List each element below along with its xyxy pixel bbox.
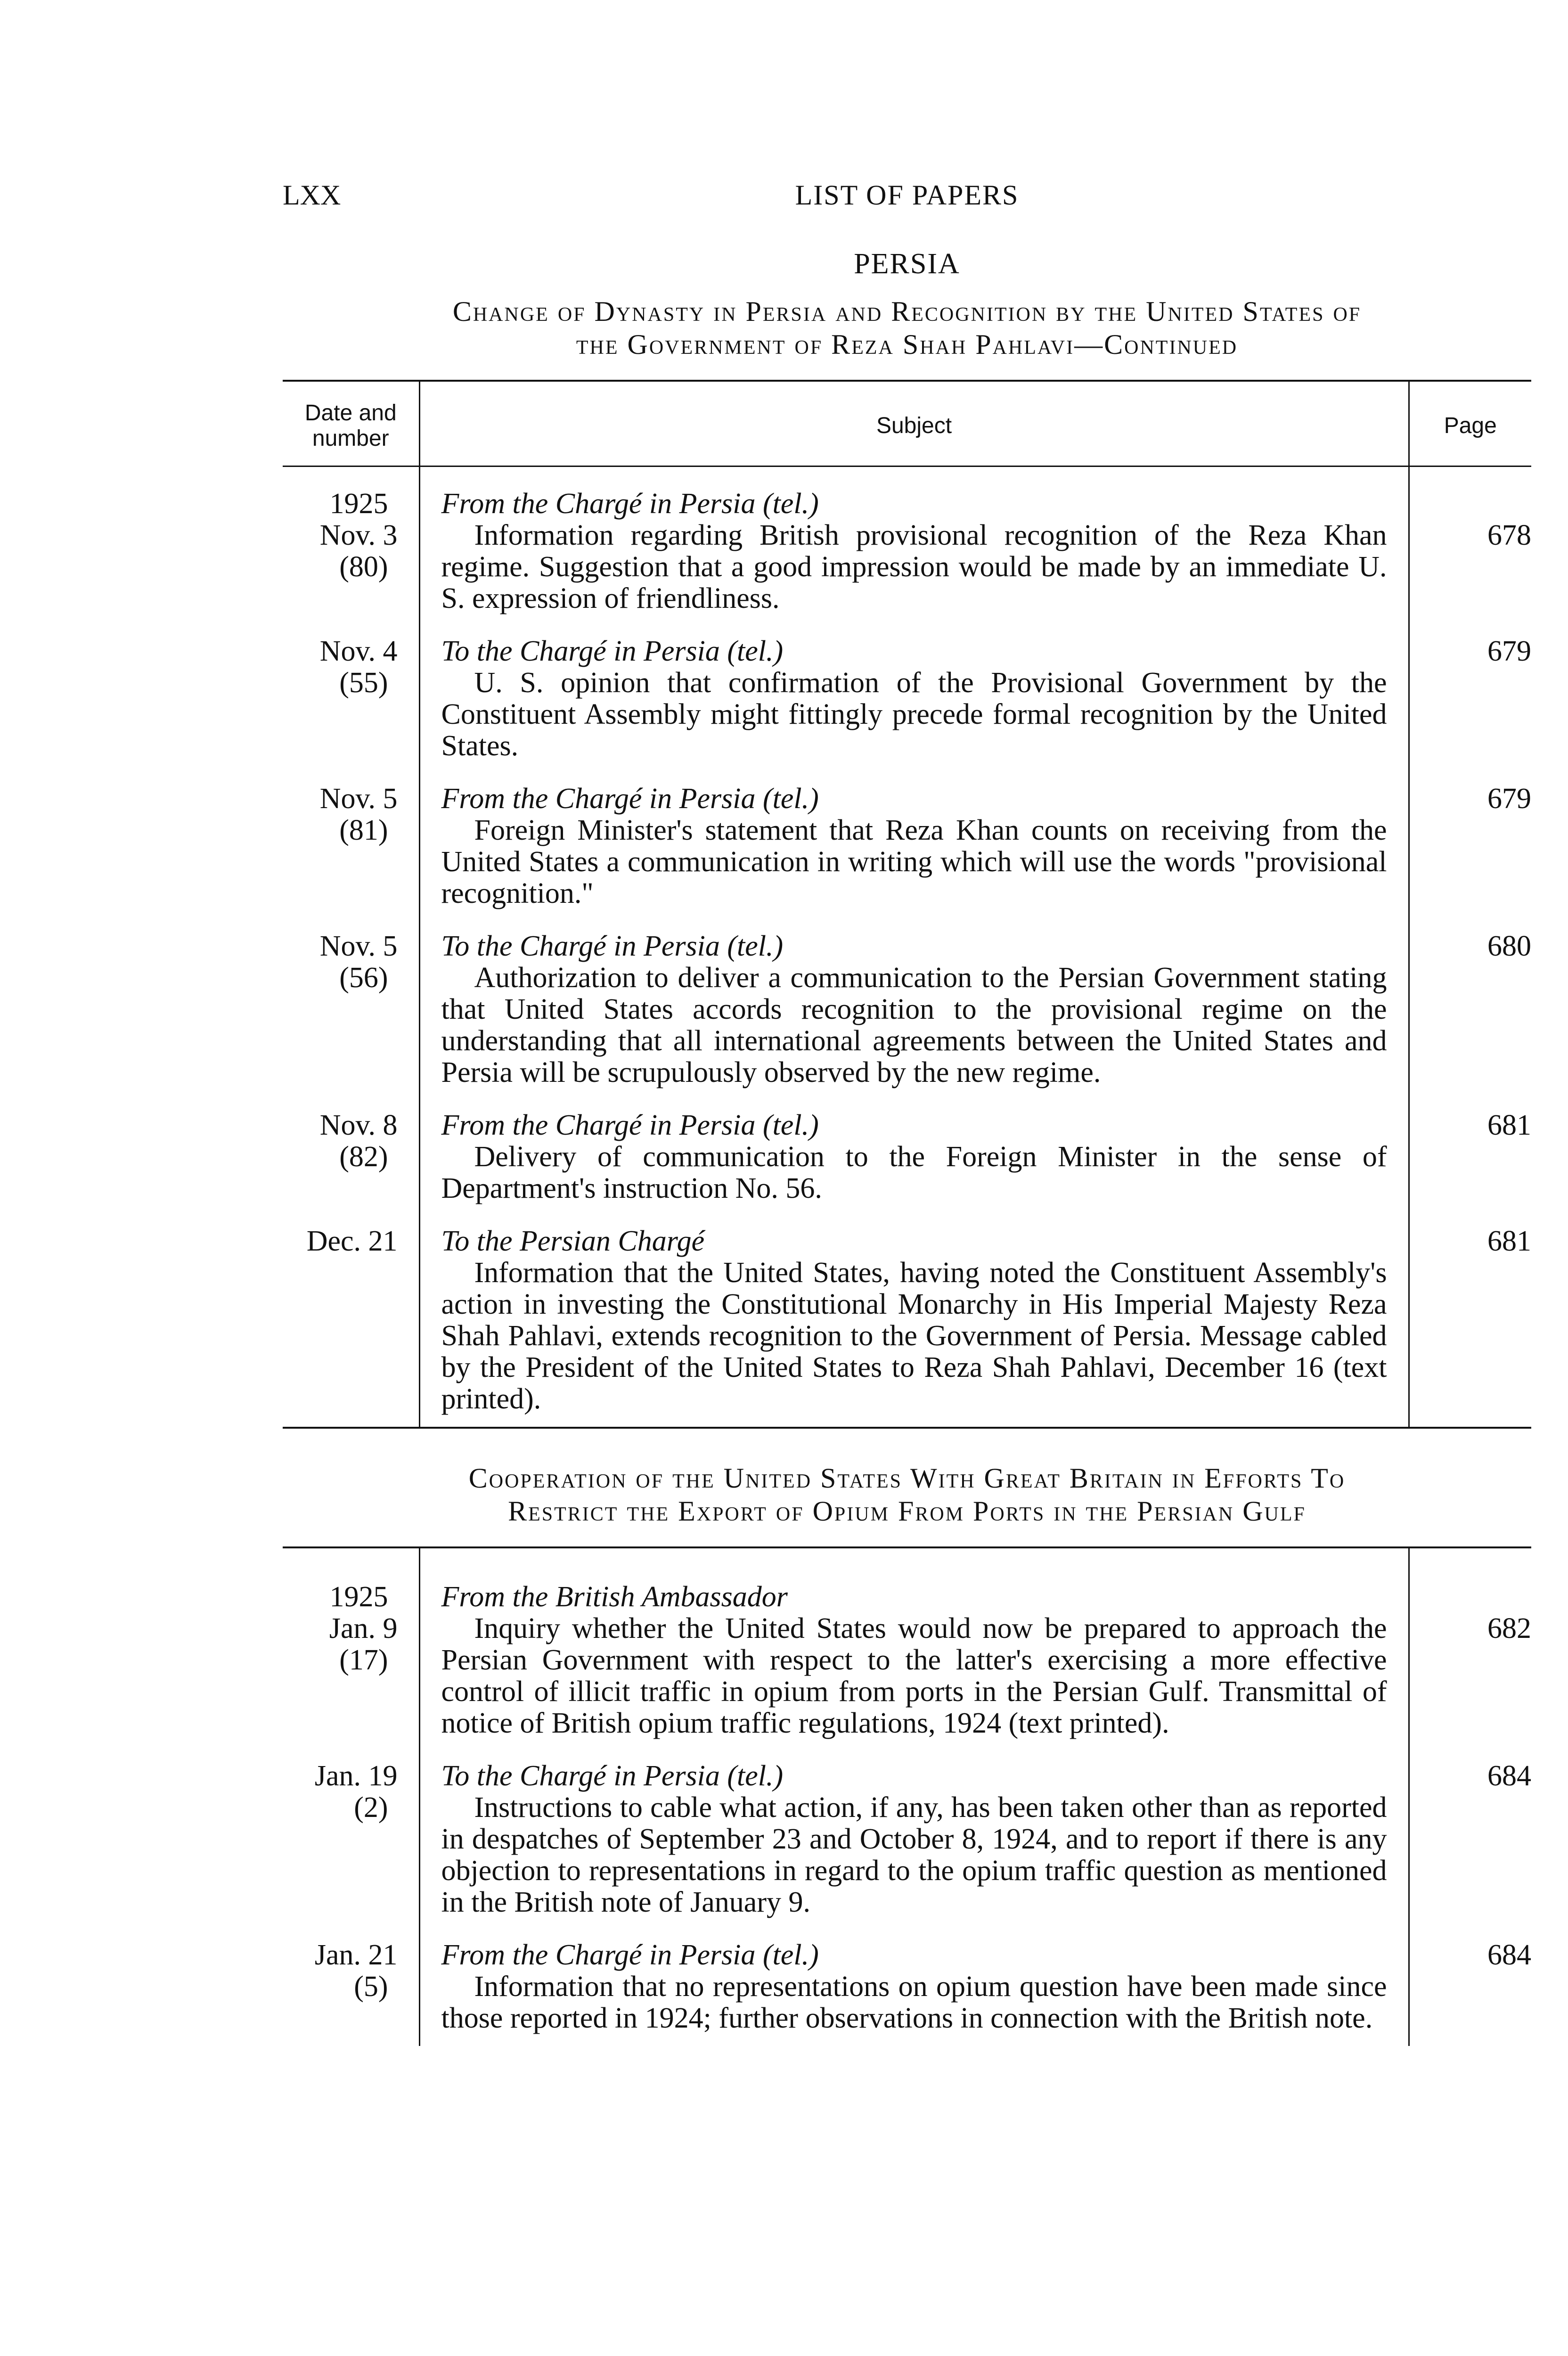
entry-from: From the Chargé in Persia (tel.) [441, 488, 819, 520]
entry-date: Nov. 4 [319, 635, 398, 667]
entry-year: 1925 [329, 1581, 388, 1613]
running-head [283, 179, 1531, 221]
subject-cell [419, 1581, 1409, 1739]
table-row [283, 1939, 1531, 2034]
entry-number: (81) [339, 814, 388, 846]
subject-cell [419, 1226, 1409, 1415]
date-cell [283, 1110, 419, 1204]
table-row [283, 1226, 1531, 1415]
entry-from: From the Chargé in Persia (tel.) [441, 783, 819, 815]
entry-number: (17) [339, 1644, 388, 1676]
running-title: LIST OF PAPERS [795, 180, 1019, 211]
table-row [283, 488, 1531, 614]
entry-summary: U. S. opinion that confirmation of the Provisional Government by the Constituent Assembly might fittingly precede formal recognition by the United States. [441, 667, 1387, 762]
date-cell [283, 783, 419, 909]
section-title [283, 295, 1531, 361]
page-number: 682 [1409, 1581, 1531, 1739]
table-row [283, 1110, 1531, 1204]
page-number: 684 [1409, 1760, 1531, 1918]
date-cell [283, 1581, 419, 1739]
entry-date: Nov. 5 [319, 930, 398, 962]
section-title-line: the Government of Reza Shah Pahlavi—Continued [576, 329, 1238, 360]
page-number: 681 [1409, 1110, 1531, 1204]
papers-table [283, 382, 1531, 1427]
page-number: 678 [1409, 488, 1531, 614]
page-number: 679 [1409, 636, 1531, 762]
entry-number: (56) [339, 962, 388, 994]
entry-summary: Information regarding British provisional recognition of the Reza Khan regime. Suggestion that a good impression would be made by an immediate U. S. expression of friendliness. [441, 519, 1387, 614]
date-cell [283, 1226, 419, 1415]
table-row [283, 1760, 1531, 1918]
entry-number: (5) [354, 1971, 388, 2003]
entry-number: (2) [354, 1792, 388, 1824]
entry-year: 1925 [329, 488, 388, 520]
date-cell [283, 1760, 419, 1918]
section-end-rule [283, 1427, 1531, 1429]
date-cell [283, 488, 419, 614]
entry-date: Nov. 8 [319, 1109, 398, 1141]
entry-from: From the Chargé in Persia (tel.) [441, 1939, 819, 1971]
entry-number: (80) [339, 551, 388, 583]
entry-from: From the British Ambassador [441, 1581, 788, 1613]
date-cell [283, 931, 419, 1088]
page-number: 680 [1409, 931, 1531, 1088]
table-row [283, 931, 1531, 1088]
section-title [283, 1462, 1531, 1528]
entry-date: Nov. 3 [319, 519, 398, 551]
column-header-subject: Subject [419, 382, 1409, 466]
page-number: 679 [1409, 783, 1531, 909]
page-number: 681 [1409, 1226, 1531, 1415]
date-cell [283, 636, 419, 762]
subject-cell [419, 1110, 1409, 1204]
entry-from: To the Chargé in Persia (tel.) [441, 635, 784, 667]
entry-summary: Information that the United States, having noted the Constituent Assembly's action in investing the Constitutional Monarchy in His Imperial Majesty Reza Shah Pahlavi, extends recognition to the Government of Persia. Message cabled by the President of the United States to Reza Shah Pahlavi, December 16 (text printed). [441, 1257, 1387, 1415]
entry-summary: Authorization to deliver a communication to the Persian Government stating that United States accords recognition to the provisional regime on the understanding that all international agreements between the United States and Persia will be scrupulously observed by the new regime. [441, 962, 1387, 1088]
subject-cell [419, 488, 1409, 614]
section-title-line: Restrict the Export of Opium From Ports in the Persian Gulf [508, 1496, 1306, 1527]
entry-summary: Instructions to cable what action, if any, has been taken other than as reported in despatches of September 23 and October 8, 1924, and to report if there is any objection to representations in regard to the opium traffic question as mentioned in the British note of January 9. [441, 1792, 1387, 1918]
entry-from: To the Persian Chargé [441, 1225, 705, 1257]
document-page [283, 179, 1531, 2046]
entry-from: From the Chargé in Persia (tel.) [441, 1109, 819, 1141]
entry-date: Jan. 19 [314, 1760, 398, 1792]
entry-from: To the Chargé in Persia (tel.) [441, 1760, 784, 1792]
entry-date: Jan. 9 [329, 1612, 398, 1644]
subject-cell [419, 783, 1409, 909]
entry-summary: Foreign Minister's statement that Reza Khan counts on receiving from the United States a communication in writing which will use the words "provisional recognition." [441, 814, 1387, 909]
entry-number: (82) [339, 1141, 388, 1173]
column-header-page: Page [1409, 382, 1531, 466]
date-cell [283, 1939, 419, 2034]
country-heading: PERSIA [854, 248, 960, 280]
entry-summary: Delivery of communication to the Foreign Minister in the sense of Department's instruction No. 56. [441, 1141, 1387, 1204]
section-title-line: Cooperation of the United States With Great Britain in Efforts To [468, 1463, 1346, 1494]
section-title-line: Change of Dynasty in Persia and Recognition by the United States of [452, 296, 1362, 327]
entry-from: To the Chargé in Persia (tel.) [441, 930, 784, 962]
table-row [283, 636, 1531, 762]
folio: LXX [283, 180, 341, 211]
table-row [283, 1581, 1531, 1739]
entry-summary: Inquiry whether the United States would now be prepared to approach the Persian Government with respect to the latter's exercising a more effective control of illicit traffic in opium from ports in the Persian Gulf. Transmittal of notice of British opium traffic regulations, 1924 (text printed). [441, 1612, 1387, 1739]
subject-cell [419, 931, 1409, 1088]
page-number: 684 [1409, 1939, 1531, 2034]
entry-date: Jan. 21 [314, 1939, 398, 1971]
papers-table [283, 1548, 1531, 2046]
entry-summary: Information that no representations on opium question have been made since those reported in 1924; further observations in connection with the British note. [441, 1971, 1387, 2034]
subject-cell [419, 1760, 1409, 1918]
entry-date: Nov. 5 [319, 783, 398, 815]
table-row [283, 783, 1531, 909]
subject-cell [419, 1939, 1409, 2034]
entry-date: Dec. 21 [306, 1225, 398, 1257]
column-header-date: Date and number [283, 382, 419, 466]
entry-number: (55) [339, 667, 388, 699]
subject-cell [419, 636, 1409, 762]
